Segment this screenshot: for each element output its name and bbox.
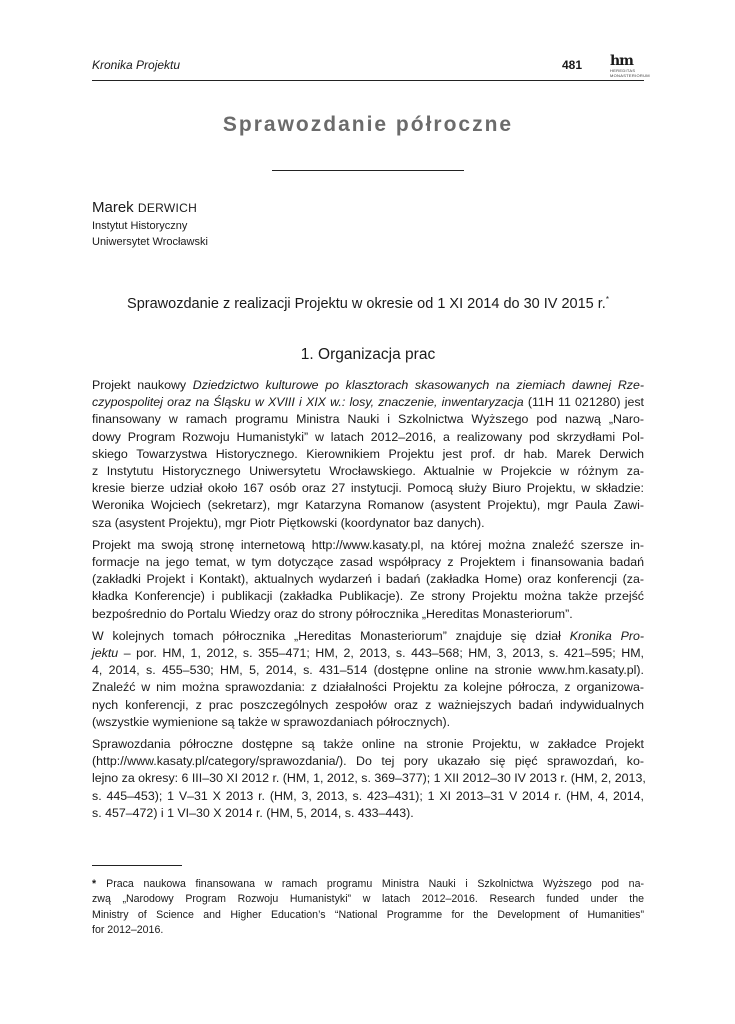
author-affiliation-1: Instytut Historyczny (92, 220, 188, 232)
text-run: bezpośrednio do Portalu Wiedzy oraz do strony półrocznika „Hereditas Monasteriorum”. (92, 606, 573, 621)
paragraph (92, 377, 644, 532)
text-line (92, 515, 644, 532)
article-title: Sprawozdanie półroczne (222, 113, 514, 136)
text-line (92, 770, 644, 787)
text-run: skiego Towarzystwa Historycznego. Kierownikiem Projektu jest prof. dr hab. Marek Derwich (92, 446, 644, 461)
text-run: Sprawozdania półroczne dostępne są także online na stronie Projektu, w zakładce Projekt (92, 737, 644, 752)
text-line (92, 588, 644, 605)
text-run: Projekt ma swoją stronę internetową http://www.kasaty.pl, na której można znaleźć szersze in- (92, 537, 644, 552)
text-run: nych konferencji, z prac poszczególnych zespołów oraz z ważniejszych badań indywidualnych (92, 697, 644, 712)
text-line (92, 463, 644, 480)
footnote-rule (92, 865, 182, 866)
author-name (92, 199, 197, 216)
italic-text: Dziedzictwo kulturowe po klasztorach skasowanych na ziemiach dawnej Rze- (192, 378, 644, 392)
text-run: (wszystkie wymienione są także w sprawozdaniach półrocznych). (92, 714, 451, 729)
text-line (92, 645, 644, 662)
text-run: formacje na jego temat, w tym dotyczące zasad współpracy z Projektem i finansowania badań (92, 555, 644, 570)
text-run: z Instytutu Historycznego Uniwersytetu Wrocławskiego. Aktualnie w Projekcie w różnym za- (92, 464, 644, 479)
text-run: lejno za okresy: 6 III–30 XI 2012 r. (HM, 1, 2012, s. 369–377); 1 XII 2012–30 IV 2013 r. (HM, 2, 2013, (92, 771, 646, 786)
text-run: (zakładki Projekt i Kontakt), aktualnych wydarzeń i badań (zakładka Home) oraz konferencji (za- (92, 572, 644, 587)
text-line (92, 606, 644, 623)
footnote-line (92, 908, 644, 923)
section-heading: 1. Organizacja prac (300, 346, 436, 363)
text-run: – por. HM, 1, 2012, s. 355–471; HM, 2, 2013, s. 443–568; HM, 3, 2013, s. 421–595; HM, (118, 646, 644, 661)
text-line (92, 788, 644, 805)
italic-text: czypospolitej oraz na Śląsku w XVIII i XIX w.: losy, znaczenie, inwentaryzacja (92, 395, 524, 410)
footnote-text: for 2012–2016. (92, 923, 164, 936)
text-run: finansowany w ramach programu Ministra Nauki i Szkolnictwa Wyższego pod nazwą „Naro- (92, 412, 644, 427)
paragraph (92, 537, 644, 623)
italic-text: Kronika Pro- (569, 628, 644, 643)
report-title (92, 295, 644, 312)
text-line (92, 429, 644, 446)
footnote-text: zwą „Narodowy Program Rozwoju Humanistyki” w latach 2012–2016. Research funded under the (92, 893, 644, 906)
text-line (92, 497, 644, 514)
text-run: kładka Konferencje) i publikacji (zakładka Publikacje). Ze strony Projektu można także przejść (92, 589, 644, 604)
footnote-mark: * (92, 878, 97, 890)
page-number: 481 (562, 58, 583, 72)
text-run: Weronika Wojciech (sekretarz), mgr Katarzyna Romanow (asystent Projektu), mgr Paula Zawi- (92, 498, 644, 513)
paragraph (92, 628, 644, 731)
footnote-text: Ministry of Science and Higher Education’s “National Programme for the Development of Humanities” (92, 908, 644, 921)
footnote-ref: * (605, 295, 609, 304)
text-line (92, 480, 644, 497)
text-run: dowy Program Rozwoju Humanistyki” w latach 2012–2016, a realizowany pod skrzydłami Pol- (92, 429, 644, 444)
text-line (92, 736, 644, 753)
italic-text: jektu (92, 646, 119, 661)
footnote-line (92, 877, 644, 892)
text-run: Projekt naukowy (92, 378, 193, 392)
text-line (92, 446, 644, 463)
body-text (92, 377, 644, 827)
text-run: W kolejnych tomach półrocznika „Hereditas Monasteriorum” znajduje się dział (92, 628, 570, 643)
footnote-line (92, 892, 644, 907)
title-rule (272, 170, 464, 171)
logo-mark: hm (610, 53, 633, 69)
text-line (92, 679, 644, 696)
footnote-line (92, 923, 644, 938)
text-run: sza (asystent Projektu), mgr Piotr Piętkowski (koordynator baz danych). (92, 515, 485, 530)
text-line (92, 537, 644, 554)
text-line (92, 805, 644, 822)
text-line (92, 753, 644, 770)
text-line (92, 411, 644, 428)
author-first-name: Marek (92, 199, 134, 216)
text-line (92, 697, 644, 714)
text-line (92, 394, 644, 411)
text-run: Znaleźć w nim można sprawozdania: z działalności Projektu za kolejne półrocza, z organizowa- (92, 680, 644, 695)
footnote (92, 877, 644, 938)
report-title-text: Sprawozdanie z realizacji Projektu w okresie od 1 XI 2014 do 30 IV 2015 r. (127, 295, 606, 312)
running-head: Kronika Projektu (92, 58, 181, 72)
text-run: (http://www.kasaty.pl/category/sprawozdania/). Do tej pory ukazało się pięć sprawozdań, ko- (92, 754, 644, 769)
text-line (92, 662, 644, 679)
text-line (92, 628, 644, 645)
text-run: (11H 11 021280) jest (523, 395, 644, 410)
logo-subtitle-1: HEREDITAS (610, 68, 636, 73)
text-run: s. 445–453); 1 V–31 X 2013 r. (HM, 3, 2013, s. 423–431); 1 XI 2013–31 V 2014 r. (HM, 4, 2014, (92, 788, 644, 803)
author-last-name: DERWICH (137, 201, 198, 215)
author-affiliation-2: Uniwersytet Wrocławski (92, 236, 208, 248)
paragraph (92, 736, 644, 822)
text-line (92, 714, 644, 731)
text-line (92, 554, 644, 571)
text-run: 4, 2014, s. 455–530; HM, 5, 2014, s. 431–514 (dostępne online na stronie www.hm.kasaty.pl). (92, 663, 644, 678)
text-run: kresie bierze udział około 167 osób oraz 27 instytucji. Pomocą służy Biuro Projektu, w składzie: (92, 481, 644, 496)
page-header (92, 53, 650, 82)
logo-subtitle-2: MONASTERIORUM (610, 73, 650, 78)
text-line (92, 571, 644, 588)
header-rule (92, 80, 644, 81)
text-line (92, 377, 644, 394)
text-run: s. 457–472) i 1 VI–30 X 2014 r. (HM, 5, 2014, s. 433–443). (92, 805, 414, 820)
footnote-text: Praca naukowa finansowana w ramach programu Ministra Nauki i Szkolnictwa Wyższego pod na- (106, 878, 644, 890)
